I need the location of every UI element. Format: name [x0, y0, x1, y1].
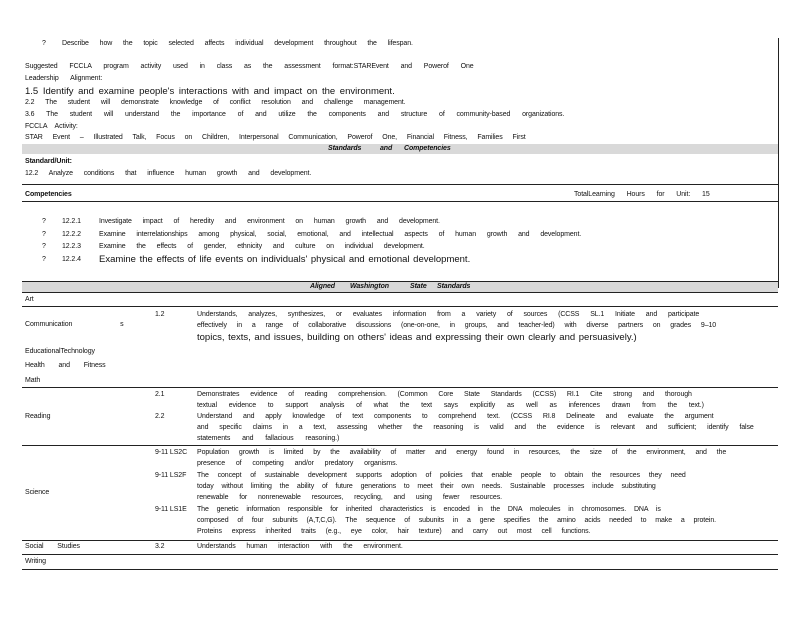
reading-num: 2.1: [155, 391, 165, 398]
divider: [22, 201, 778, 202]
competency-text: Investigate impact of heredity and environment on human growth and development.: [99, 218, 440, 225]
comm-line: topics, texts, and issues, building on others' ideas and expressing their own clearly and persuasively.): [197, 332, 637, 343]
competency-num: 12.2.4: [62, 256, 81, 263]
reading-line: textual evidence to support analysis of what the text says explicitly as well as inferences drawn from the text.): [197, 402, 704, 409]
subject-reading: Reading: [25, 413, 51, 420]
standards-header-a: Standards: [328, 145, 362, 152]
science-line: The genetic information responsible for inherited characteristics is encoded in the DNA molecules in chromosomes. DNA is: [197, 506, 661, 513]
suggested-line: Suggested FCCLA program activity used in class as the assessment format:STAREvent and Powerof One: [25, 63, 474, 70]
reading-num: 2.2: [155, 413, 165, 420]
table-bottom: [22, 569, 778, 570]
subject-communication: Communication s: [25, 321, 124, 328]
divider: [22, 540, 778, 541]
aligned-header-a: Aligned: [310, 283, 335, 290]
competency-num: 12.2.3: [62, 243, 81, 250]
science-num: 9-11 LS2C: [155, 449, 188, 456]
science-line: composed of four subunits (A,T,C,G). The sequence of subunits in a gene specifies the amino acids needed to make a protein.: [197, 517, 717, 524]
divider: [22, 184, 778, 185]
top-bullet-text: Describe how the topic selected affects individual development throughout the lifespan.: [62, 40, 413, 47]
subject-edtech: EducationalTechnology: [25, 348, 95, 355]
bullet-marker: ?: [42, 40, 46, 47]
standard-2-2: 2.2 The student will demonstrate knowledge of conflict resolution and challenge management.: [25, 99, 406, 106]
reading-line: statements and fallacious reasoning.): [197, 435, 340, 442]
social-text: Understands human interaction with the environment.: [197, 543, 403, 550]
competency-num: 12.2.2: [62, 231, 81, 238]
comm-line: Understands, analyzes, synthesizes, or evaluates information from a variety of sources (CCSS SL.1 Initiate and participate: [197, 311, 700, 318]
subject-science: Science: [25, 489, 50, 496]
right-border: [778, 38, 779, 288]
competency-text: Examine interrelationships among physical, social, emotional, and intellectual aspects of human growth and development.: [99, 231, 582, 238]
competency-marker: ?: [42, 218, 46, 225]
competency-text: Examine the effects of life events on individuals' physical and emotional development.: [99, 254, 471, 265]
standard-unit-label: Standard/Unit:: [25, 158, 72, 165]
divider: [22, 387, 778, 388]
standards-header-band: [22, 144, 778, 154]
comm-num: 1.2: [155, 311, 165, 318]
divider: [22, 292, 778, 293]
science-line: Proteins express inherited traits (e.g., eye color, hair texture) and carry out most cell functions.: [197, 528, 591, 535]
comm-line: effectively in a range of collaborative discussions (one-on-one, in groups, and teacher-led) with diverse partners on grades 9–10: [197, 322, 717, 329]
aligned-header-b: Washington: [350, 283, 389, 290]
science-line: today without limiting the ability of future generations to meet their own needs. Sustainable processes include substituting: [197, 483, 656, 490]
standards-header-b: and: [380, 145, 393, 152]
competency-marker: ?: [42, 256, 46, 263]
subject-math: Math: [25, 377, 41, 384]
science-line: presence of competing and/or predatory organisms.: [197, 460, 398, 467]
science-line: renewable for nonrenewable resources, recycling, and using fewer resources.: [197, 494, 502, 501]
star-event-line: STAR Event – Illustrated Talk, Focus on Children, Interpersonal Communication, Powerof One, Financial Fitness, Families First: [25, 134, 526, 141]
subject-writing: Writing: [25, 558, 46, 565]
competency-marker: ?: [42, 243, 46, 250]
science-line: The concept of sustainable development supports adoption of policies that enable people to obtain the resources they need: [197, 472, 686, 479]
divider: [22, 306, 778, 307]
total-hours: TotalLearning Hours for Unit: 15: [574, 191, 710, 198]
subject-art: Art: [25, 296, 34, 303]
competency-text: Examine the effects of gender, ethnicity and culture on individual development.: [99, 243, 425, 250]
reading-line: Understand and apply knowledge of text components to comprehend text. (CCSS RI.8 Delineate and evaluate the argument: [197, 413, 714, 420]
subject-health: Health and Fitness: [25, 362, 106, 369]
standards-header-c: Competencies: [404, 145, 451, 152]
aligned-header-d: Standards: [437, 283, 471, 290]
divider: [22, 554, 778, 555]
science-num: 9-11 LS1E: [155, 506, 187, 513]
leadership-alignment: Leadership Alignment:: [25, 75, 103, 82]
fccla-activity-label: FCCLA Activity:: [25, 123, 78, 130]
social-num: 3.2: [155, 543, 165, 550]
standard-1-5: 1.5 Identify and examine people's interactions with and impact on the environment.: [25, 86, 395, 97]
standard-unit-text: 12.2 Analyze conditions that influence human growth and development.: [25, 170, 312, 177]
aligned-header-band: [22, 282, 778, 292]
science-num: 9-11 LS2F: [155, 472, 187, 479]
subject-social-studies: Social Studies: [25, 543, 80, 550]
science-line: Population growth is limited by the availability of matter and energy found in resources, the size of the environment, and the: [197, 449, 727, 456]
divider: [22, 445, 778, 446]
reading-line: Demonstrates evidence of reading comprehension. (Common Core State Standards (CCSS) RI.1 Cite strong and thorough: [197, 391, 692, 398]
competency-num: 12.2.1: [62, 218, 81, 225]
aligned-header-c: State: [410, 283, 427, 290]
competency-marker: ?: [42, 231, 46, 238]
reading-line: and specific claims in a text, assessing whether the reasoning is valid and the evidence is relevant and sufficient; identify false: [197, 424, 754, 431]
standard-3-6: 3.6 The student will understand the importance of and utilize the components and structure of community-based organizations.: [25, 111, 565, 118]
competencies-label: Competencies: [25, 191, 72, 198]
